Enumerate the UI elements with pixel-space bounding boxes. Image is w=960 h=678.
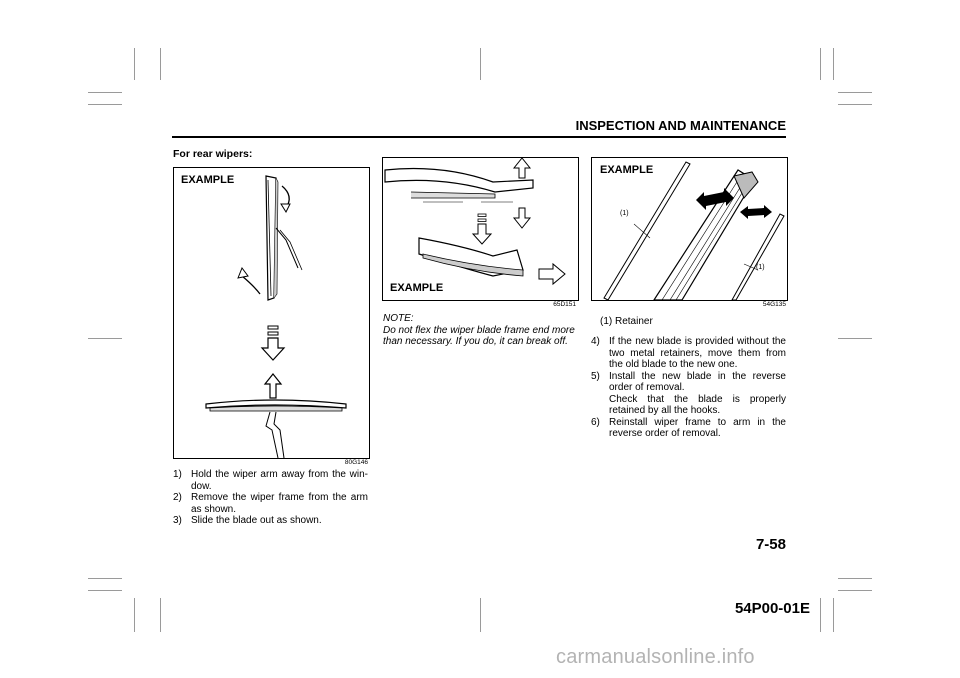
crop-mark <box>88 338 122 339</box>
crop-mark <box>820 48 821 80</box>
crop-mark <box>88 92 122 93</box>
crop-mark <box>838 338 872 339</box>
crop-mark <box>88 590 122 591</box>
list-item: 2) Remove the wiper frame from the arm as shown. <box>173 492 368 515</box>
wiper-arm-illustration <box>174 168 369 458</box>
figure-code: 80G146 <box>344 459 368 466</box>
section-title: For rear wipers: <box>173 148 253 160</box>
crop-mark <box>838 104 872 105</box>
crop-mark <box>838 92 872 93</box>
page-number: 7-58 <box>755 536 786 553</box>
figure-wiper-removal <box>173 167 370 459</box>
figure-code: 65D151 <box>553 301 576 308</box>
list-item: 5) Install the new blade in the reverse order of removal. Check that the blade is properly retained by all the hooks. <box>591 370 786 416</box>
list-item: 1) Hold the wiper arm away from the win-dow. <box>173 469 368 492</box>
figure-label: EXAMPLE <box>390 282 444 294</box>
crop-mark <box>88 578 122 579</box>
figure-label: EXAMPLE <box>181 174 235 186</box>
crop-mark <box>134 598 135 632</box>
figure-code: 54G135 <box>762 301 786 308</box>
document-code: 54P00-01E <box>734 600 810 617</box>
crop-mark <box>480 598 481 632</box>
note-text: Do not flex the wiper blade frame end more than necessary. If you do, it can break off. <box>383 324 575 347</box>
note-heading: NOTE: <box>383 313 414 324</box>
blade-flex-illustration <box>383 158 578 300</box>
figure-blade-flex <box>382 157 579 301</box>
crop-mark <box>838 578 872 579</box>
crop-mark <box>833 598 834 632</box>
step-list-right <box>591 336 786 440</box>
list-item: 6) Reinstall wiper frame to arm in the reverse order of removal. <box>591 416 786 439</box>
crop-mark <box>160 598 161 632</box>
crop-mark <box>88 104 122 105</box>
figure-retainer <box>591 157 788 301</box>
list-item: 3) Slide the blade out as shown. <box>173 515 322 526</box>
step-list-left <box>173 469 368 527</box>
page-header-title: INSPECTION AND MAINTENANCE <box>575 118 786 133</box>
crop-mark <box>833 48 834 80</box>
callout-label: (1) <box>756 264 765 271</box>
header-rule <box>172 136 786 138</box>
crop-mark <box>838 590 872 591</box>
retainer-illustration <box>592 158 787 300</box>
crop-mark <box>820 598 821 632</box>
crop-mark <box>480 48 481 80</box>
figure-caption: (1) Retainer <box>600 316 653 327</box>
callout-label: (1) <box>620 210 629 217</box>
figure-label: EXAMPLE <box>600 164 654 176</box>
crop-mark <box>160 48 161 80</box>
list-item: 4) If the new blade is provided without the two metal retainers, move them from the old blade to the new one. <box>591 336 786 370</box>
watermark: carmanualsonline.info <box>556 646 755 668</box>
note-block <box>383 313 578 348</box>
crop-mark <box>134 48 135 80</box>
